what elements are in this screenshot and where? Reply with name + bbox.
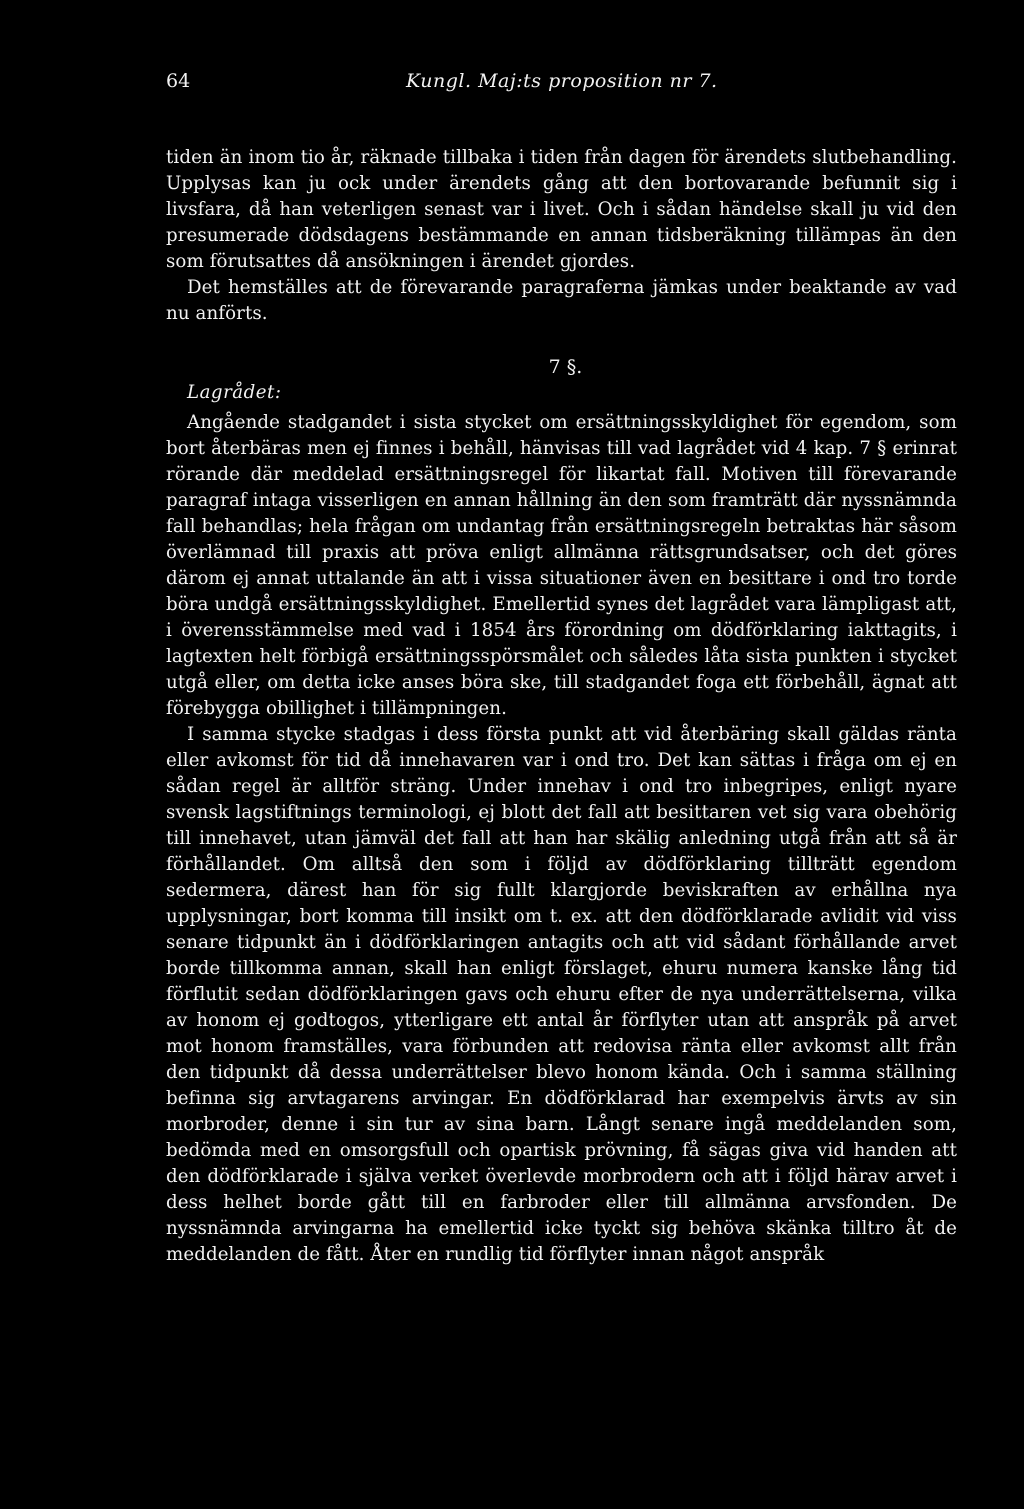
page-header bbox=[166, 66, 957, 106]
document-page bbox=[166, 66, 957, 1268]
section-mark: 7 §. bbox=[548, 356, 583, 378]
continued-text bbox=[166, 145, 957, 327]
paragraph: tiden än inom tio år, räknade tillbaka i tiden från dagen för ärendets slutbehandling. Upplysas kan ju ock under ärendets gång att den bortovarande befunnit sig i livsfara, då han veterligen senast var i livet. Och i sådan händelse skall ju vid den presumerade dödsdagens bestämmande en annan tidsberäkning tillämpas än den som förutsattes då ansökningen i ärendet gjordes. bbox=[166, 147, 957, 272]
running-title: Kungl. Maj:ts proposition nr 7. bbox=[406, 70, 718, 92]
paragraph: Angående stadgandet i sista stycket om ersättningsskyldighet för egendom, som bort återbäras men ej finnes i behåll, hänvisas till vad lagrådet vid 4 kap. 7 § erinrat rörande där meddelad ersättningsregel för likartat fall. Motiven till förevarande paragraf intaga visserligen en annan hållning än den som framträtt där nyssnämnda fall behandlas; hela frågan om undantag från ersättningsregeln betraktas här såsom överlämnad till praxis att pröva enligt allmänna rättsgrundsatser, och det göres därom ej annat uttalande än att i vissa situationer även en besittare i ond tro torde böra undgå ersättningsskyldighet. Emellertid synes det lagrådet vara lämpligast att, i överensstämmelse med vad i 1854 års förordning om dödförklaring iakttagits, i lagtexten helt förbigå ersättningsspörsmålet och således låta sista punkten i stycket utgå eller, om detta icke anses böra ske, till stadgandet foga ett förbehåll, ägnat att förebygga obillighet i tillämpningen. bbox=[166, 412, 957, 719]
paragraph: Det hemställes att de förevarande paragraferna jämkas under beaktande av vad nu anförts. bbox=[166, 277, 957, 324]
paragraph: I samma stycke stadgas i dess första punkt att vid återbäring skall gäldas ränta eller avkomst för tid då innehavaren var i ond tro. Det kan sättas i fråga om ej en sådan regel är alltför sträng. Under innehav i ond tro inbegripes, enligt nyare svensk lagstiftnings terminologi, ej blott det fall att besittaren vet sig vara obehörig till innehavet, utan jämväl det fall att han har skälig anledning utgå från att så är förhållandet. Om alltså den som i följd av dödförklaring tillträtt egendom sedermera, därest han för sig fullt klargjorde beviskraften av erhållna nya upplysningar, bort komma till insikt om t. ex. att den dödförklarade avlidit vid viss senare tidpunkt än i dödförklaringen antagits och att vid sådant förhållande arvet borde tillkomma annan, skall han enligt förslaget, ehuru numera kanske lång tid förflutit sedan dödförklaringen gavs och ehuru efter de nya underrättelserna, vilka av honom ej godtogos, ytterligare ett antal år förflyter utan att anspråk på arvet mot honom framställes, vara förbunden att redovisa ränta eller avkomst allt från den tidpunkt då dessa underrättelser blevo honom kända. Och i samma ställning befinna sig arvtagarens arvingar. En dödförklarad har exempelvis ärvts av sin morbroder, denne i sin tur av sina barn. Långt senare ingå meddelanden som, bedömda med en omsorgsfull och opartisk prövning, få sägas giva vid handen att den dödförklarade i själva verket överlevde morbrodern och att i följd härav arvet i dess helhet borde gått till en farbroder eller till allmänna arvsfonden. De nyssnämnda arvingarna ha emellertid icke tyckt sig behöva skänka tilltro åt de meddelanden de fått. Åter en rundlig tid förflyter innan något anspråk bbox=[166, 724, 957, 1265]
page-number: 64 bbox=[166, 70, 191, 92]
section-body bbox=[166, 410, 957, 1268]
section-subheading: Lagrådet: bbox=[187, 382, 282, 403]
